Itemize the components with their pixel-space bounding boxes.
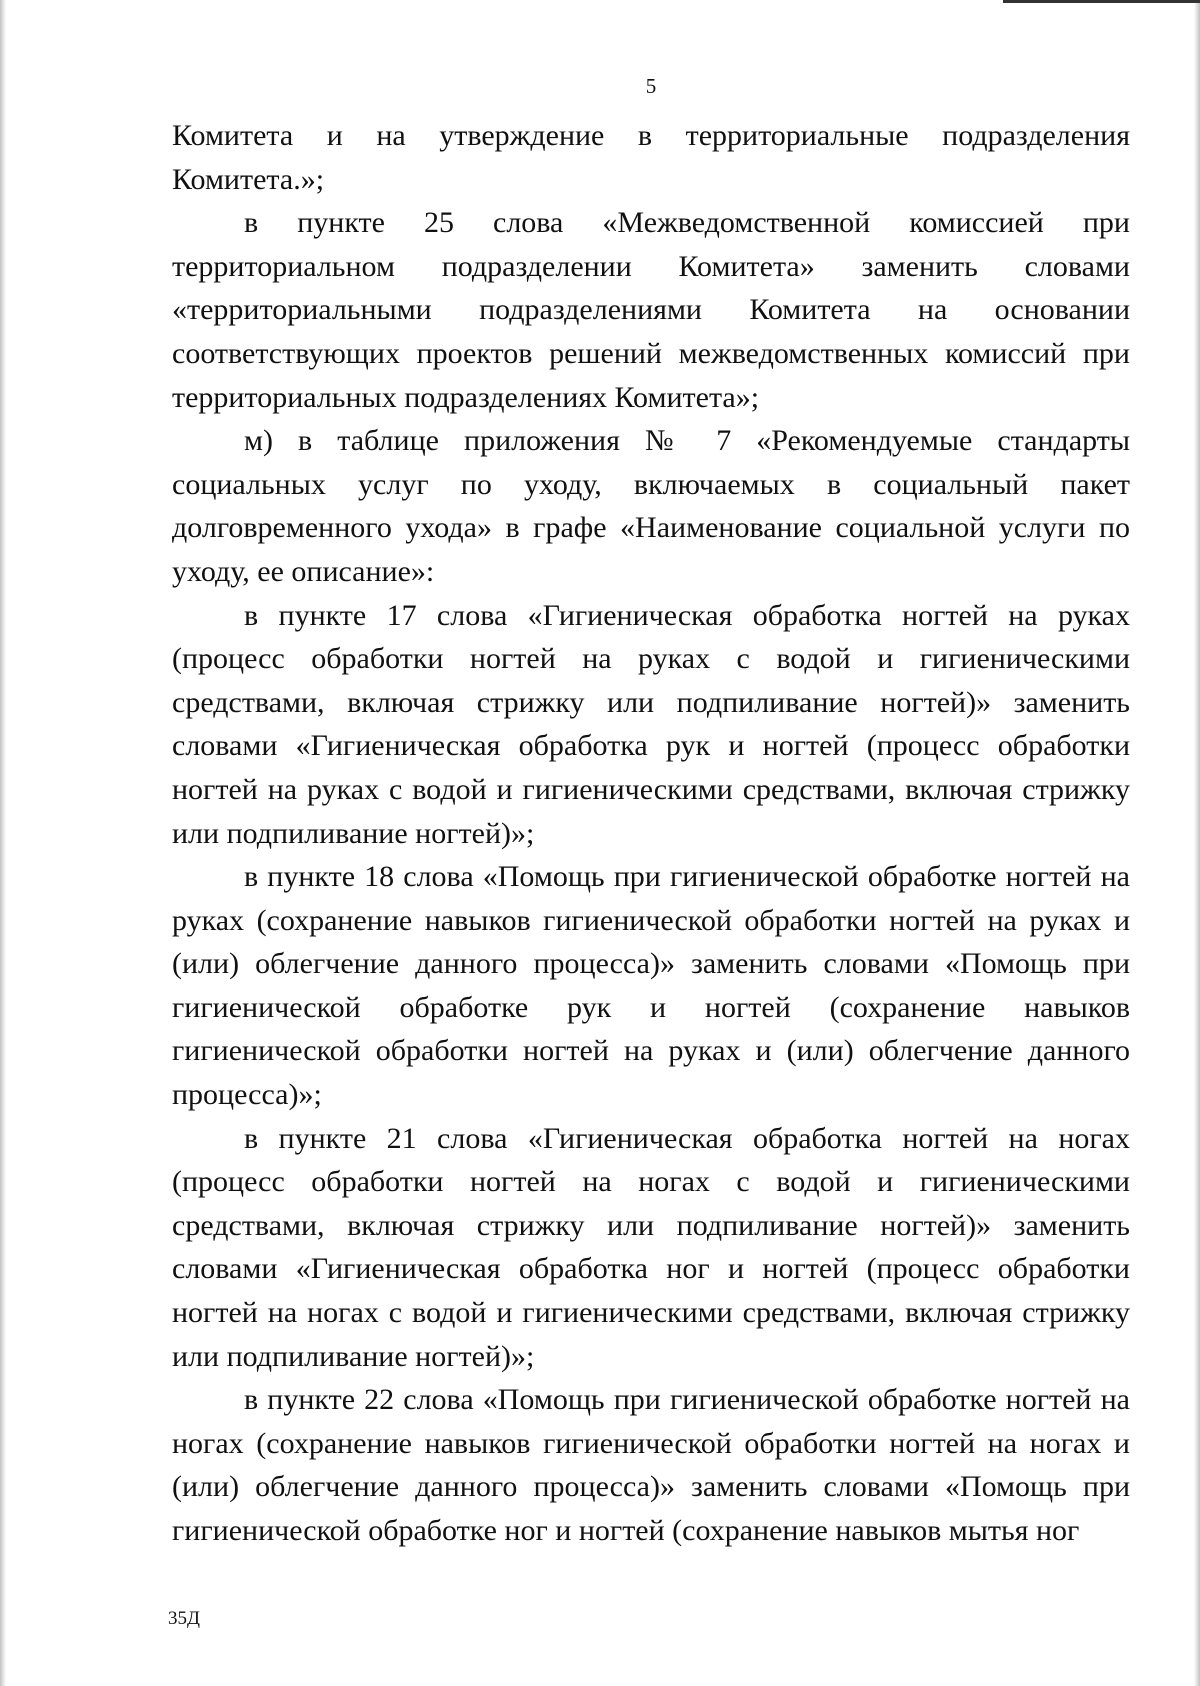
page-number: 5 <box>645 74 657 98</box>
document-body <box>172 114 1130 1553</box>
paragraph-item-21: в пункте 21 слова «Гигиеническая обработка ногтей на ногах (процесс обработки ногтей на ногах с водой и гигиеническими средствами, включая стрижку или подпиливание ногтей)» заменить словами «Гигиеническая обработка ног и ногтей (процесс обработки ногтей на ногах с водой и гигиеническими средствами, включая стрижку или подпиливание ногтей)»; <box>172 1121 1130 1373</box>
footer-document-code: 35Д <box>168 1608 200 1629</box>
paragraph-continuation: Комитета и на утверждение в территориальные подразделения Комитета.»; <box>172 119 1130 196</box>
top-right-rule <box>1003 0 1200 3</box>
paragraph-subitem-m: м) в таблице приложения № 7 «Рекомендуемые стандарты социальных услуг по уходу, включаемых в социальный пакет долговременного ухода» в графе «Наименование социальной услуги по уходу, ее описание»: <box>172 424 1130 588</box>
paragraph-item-18: в пункте 18 слова «Помощь при гигиенической обработке ногтей на руках (сохранение навыков гигиенической обработки ногтей на руках и (или) облегчение данного процесса)» заменить словами «Помощь при гигиенической обработке рук и ногтей (сохранение навыков гигиенической обработки ногтей на руках и (или) облегчение данного процесса)»; <box>172 860 1130 1112</box>
paragraph-item-17: в пункте 17 слова «Гигиеническая обработка ногтей на руках (процесс обработки ногтей на руках с водой и гигиеническими средствами, включая стрижку или подпиливание ногтей)» заменить словами «Гигиеническая обработка рук и ногтей (процесс обработки ногтей на руках с водой и гигиеническими средствами, включая стрижку или подпиливание ногтей)»; <box>172 598 1130 850</box>
scan-edge-left <box>0 0 6 1686</box>
paragraph-item-25: в пункте 25 слова «Межведомственной комиссией при территориальном подразделении Комитета» заменить словами «территориальными подразделениями Комитета на основании соответствующих проектов решений межведомственных комиссий при территориальных подразделениях Комитета»; <box>172 206 1130 414</box>
scan-edge-right <box>1194 0 1200 1686</box>
paragraph-item-22: в пункте 22 слова «Помощь при гигиенической обработке ногтей на ногах (сохранение навыков гигиенической обработки ногтей на ногах и (или) облегчение данного процесса)» заменить словами «Помощь при гигиенической обработке ног и ногтей (сохранение навыков мытья ног <box>172 1383 1130 1547</box>
